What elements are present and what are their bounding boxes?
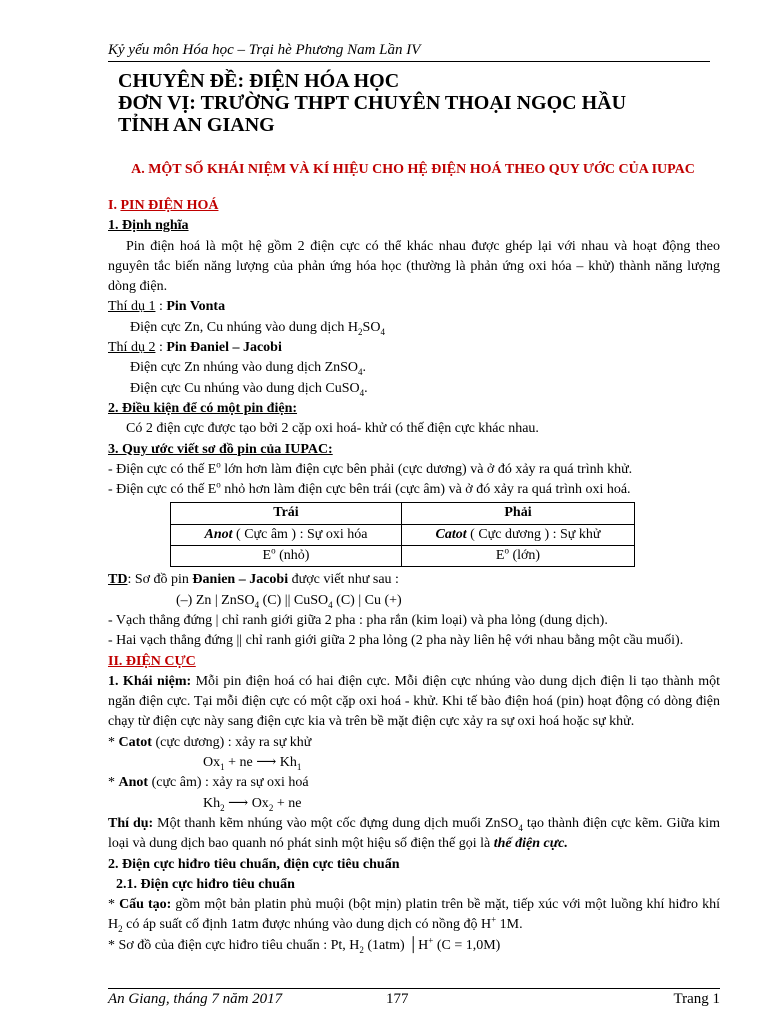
footer-location-date: An Giang, tháng 7 năm 2017 <box>108 991 283 1007</box>
anot-equation: $Kh_2$ ⟶ $Ox_2$ + ne <box>203 795 302 813</box>
footer-page-number: 177 <box>386 991 409 1007</box>
condition-text: Có 2 điện cực được tạo bởi 2 cặp oxi hoá- khử có thế điện cực khác nhau. <box>126 421 539 437</box>
definition-heading: 1. Định nghĩa <box>108 218 189 234</box>
table-row <box>171 546 635 567</box>
convention-rule-2: - Điện cực có thế $E^o$ nhỏ hơn làm điện cực bên trái (cực âm) và ở đó xảy ra quá trình oxi hoá. <box>108 479 631 498</box>
structure-paragraph: * Cấu tạo: gồm một bản platin phủ muội (bột mịn) platin trên bề mặt, tiếp xúc với một luồng khí hiđro khí $H_2$ có áp suất cố định 1atm được nhúng vào dung dịch có nồng độ H+ 1M. <box>108 897 720 935</box>
td-note-2: - Hai vạch thẳng đứng || chỉ ranh giới giữa 2 pha lỏng (2 pha này liên hệ với nhau bằng một cầu muối). <box>108 633 684 649</box>
anot-line: * Anot (cực âm) : xảy ra sự oxi hoá <box>108 775 309 791</box>
table-cell-anot: Anot ( Cực âm ) : Sự oxi hóa <box>171 524 402 545</box>
electrode-table <box>170 502 635 567</box>
td-scheme: (–) Zn | ZnSO$_4$ (C) || CuSO$_4$ (C) | Cu (+) <box>176 592 402 610</box>
footer-page-label: Trang 1 <box>673 991 720 1007</box>
hydrogen-electrode-heading: 2. Điện cực hiđro tiêu chuẩn, điện cực tiêu chuẩn <box>108 856 400 872</box>
scheme-line: * Sơ đồ của điện cực hiđro tiêu chuẩn : Pt, $H_2$ (1atm) │H+ (C = 1,0M) <box>108 935 501 955</box>
document-body <box>108 196 720 956</box>
concept-paragraph: 1. Khái niệm: Mỗi pin điện hoá có hai điện cực. Mỗi điện cực nhúng vào dung dịch điện li tạo thành một ngăn điện cực. Tại mỗi điện cực có một cặp oxi hoá - khử. Khi tế bào điện hoá (pin) hoạt động có dòng điện chạy từ điện cực này sang điện cực kia và trên bề mặt điện cực xảy ra sự oxi hoá hoặc sự khử. <box>108 673 721 730</box>
title-line-1: CHUYÊN ĐỀ: ĐIỆN HÓA HỌC <box>118 70 400 92</box>
example-paragraph: Thí dụ: Một thanh kẽm nhúng vào một cốc đựng dung dịch muối ZnSO$_4$ tạo thành điện cực kẽm. Giữa kim loại và dung dịch bao quanh nó phát sinh một hiệu số điện thế gọi là thế điện cực. <box>108 815 721 852</box>
section-a-heading: A. MỘT SỐ KHÁI NIỆM VÀ KÍ HIỆU CHO HỆ ĐIỆN HOÁ THEO QUY ƯỚC CỦA IUPAC <box>131 162 695 177</box>
example-2-line-1: Điện cực Zn nhúng vào dung dịch ZnSO$_4$. <box>130 360 367 378</box>
td-note-1: - Vạch thẳng đứng | chỉ ranh giới giữa 2 pha : pha rắn (kim loại) và pha lỏng (dung dịch). <box>108 612 608 628</box>
catot-equation: $Ox_1$ + ne ⟶ $Kh_1$ <box>203 755 302 772</box>
example-1: Thí dụ 1 : Pin Vonta <box>108 299 226 315</box>
page-footer <box>108 988 720 1007</box>
table-row <box>171 524 635 545</box>
condition-heading: 2. Điều kiện để có một pin điện: <box>108 400 298 416</box>
td-line: TD: Sơ đồ pin Đanien – Jacobi được viết như sau : <box>108 572 399 588</box>
example-1-text: Điện cực Zn, Cu nhúng vào dung dịch $H_2SO_4$ <box>130 319 385 337</box>
table-header-left: Trái <box>171 503 402 524</box>
example-2: Thí dụ 2 : Pin Đaniel – Jacobi <box>108 340 282 356</box>
table-row <box>171 503 635 524</box>
title-line-2: ĐƠN VỊ: TRƯỜNG THPT CHUYÊN THOẠI NGỌC HẦU <box>118 92 627 114</box>
table-cell-e-left: $E^o$ (nhỏ) <box>171 546 402 567</box>
section-2-heading: II. ĐIỆN CỰC <box>108 653 196 669</box>
table-header-right: Phải <box>402 503 635 524</box>
table-cell-catot: Catot ( Cực dương ) : Sự khử <box>402 524 635 545</box>
example-2-line-2: Điện cực Cu nhúng vào dung dịch CuSO$_4$. <box>130 380 368 398</box>
definition-text: Pin điện hoá là một hệ gồm 2 điện cực có thể khác nhau được ghép lại với nhau và hoạt động theo nguyên tắc biến năng lượng của phản ứng hóa học (thường là phản ứng oxi hóa – khử) thành năng lượng dòng điện. <box>108 238 720 295</box>
document-title <box>118 70 626 136</box>
title-line-3: TỈNH AN GIANG <box>118 114 275 136</box>
running-header: Kỷ yếu môn Hóa học – Trại hè Phương Nam Lần IV <box>108 42 710 62</box>
standard-hydrogen-heading: 2.1. Điện cực hiđro tiêu chuẩn <box>116 876 295 892</box>
section-1-heading: I. PIN ĐIỆN HOÁ <box>108 198 219 213</box>
table-cell-e-right: $E^o$ (lớn) <box>402 546 635 567</box>
convention-rule-1: - Điện cực có thế $E^o$ lớn hơn làm điện cực bên phải (cực dương) và ở đó xảy ra quá trình khử. <box>108 459 633 477</box>
convention-heading: 3. Quy ước viết sơ đồ pin của IUPAC: <box>108 441 333 457</box>
catot-line: * Catot (cực dương) : xảy ra sự khử <box>108 734 312 750</box>
